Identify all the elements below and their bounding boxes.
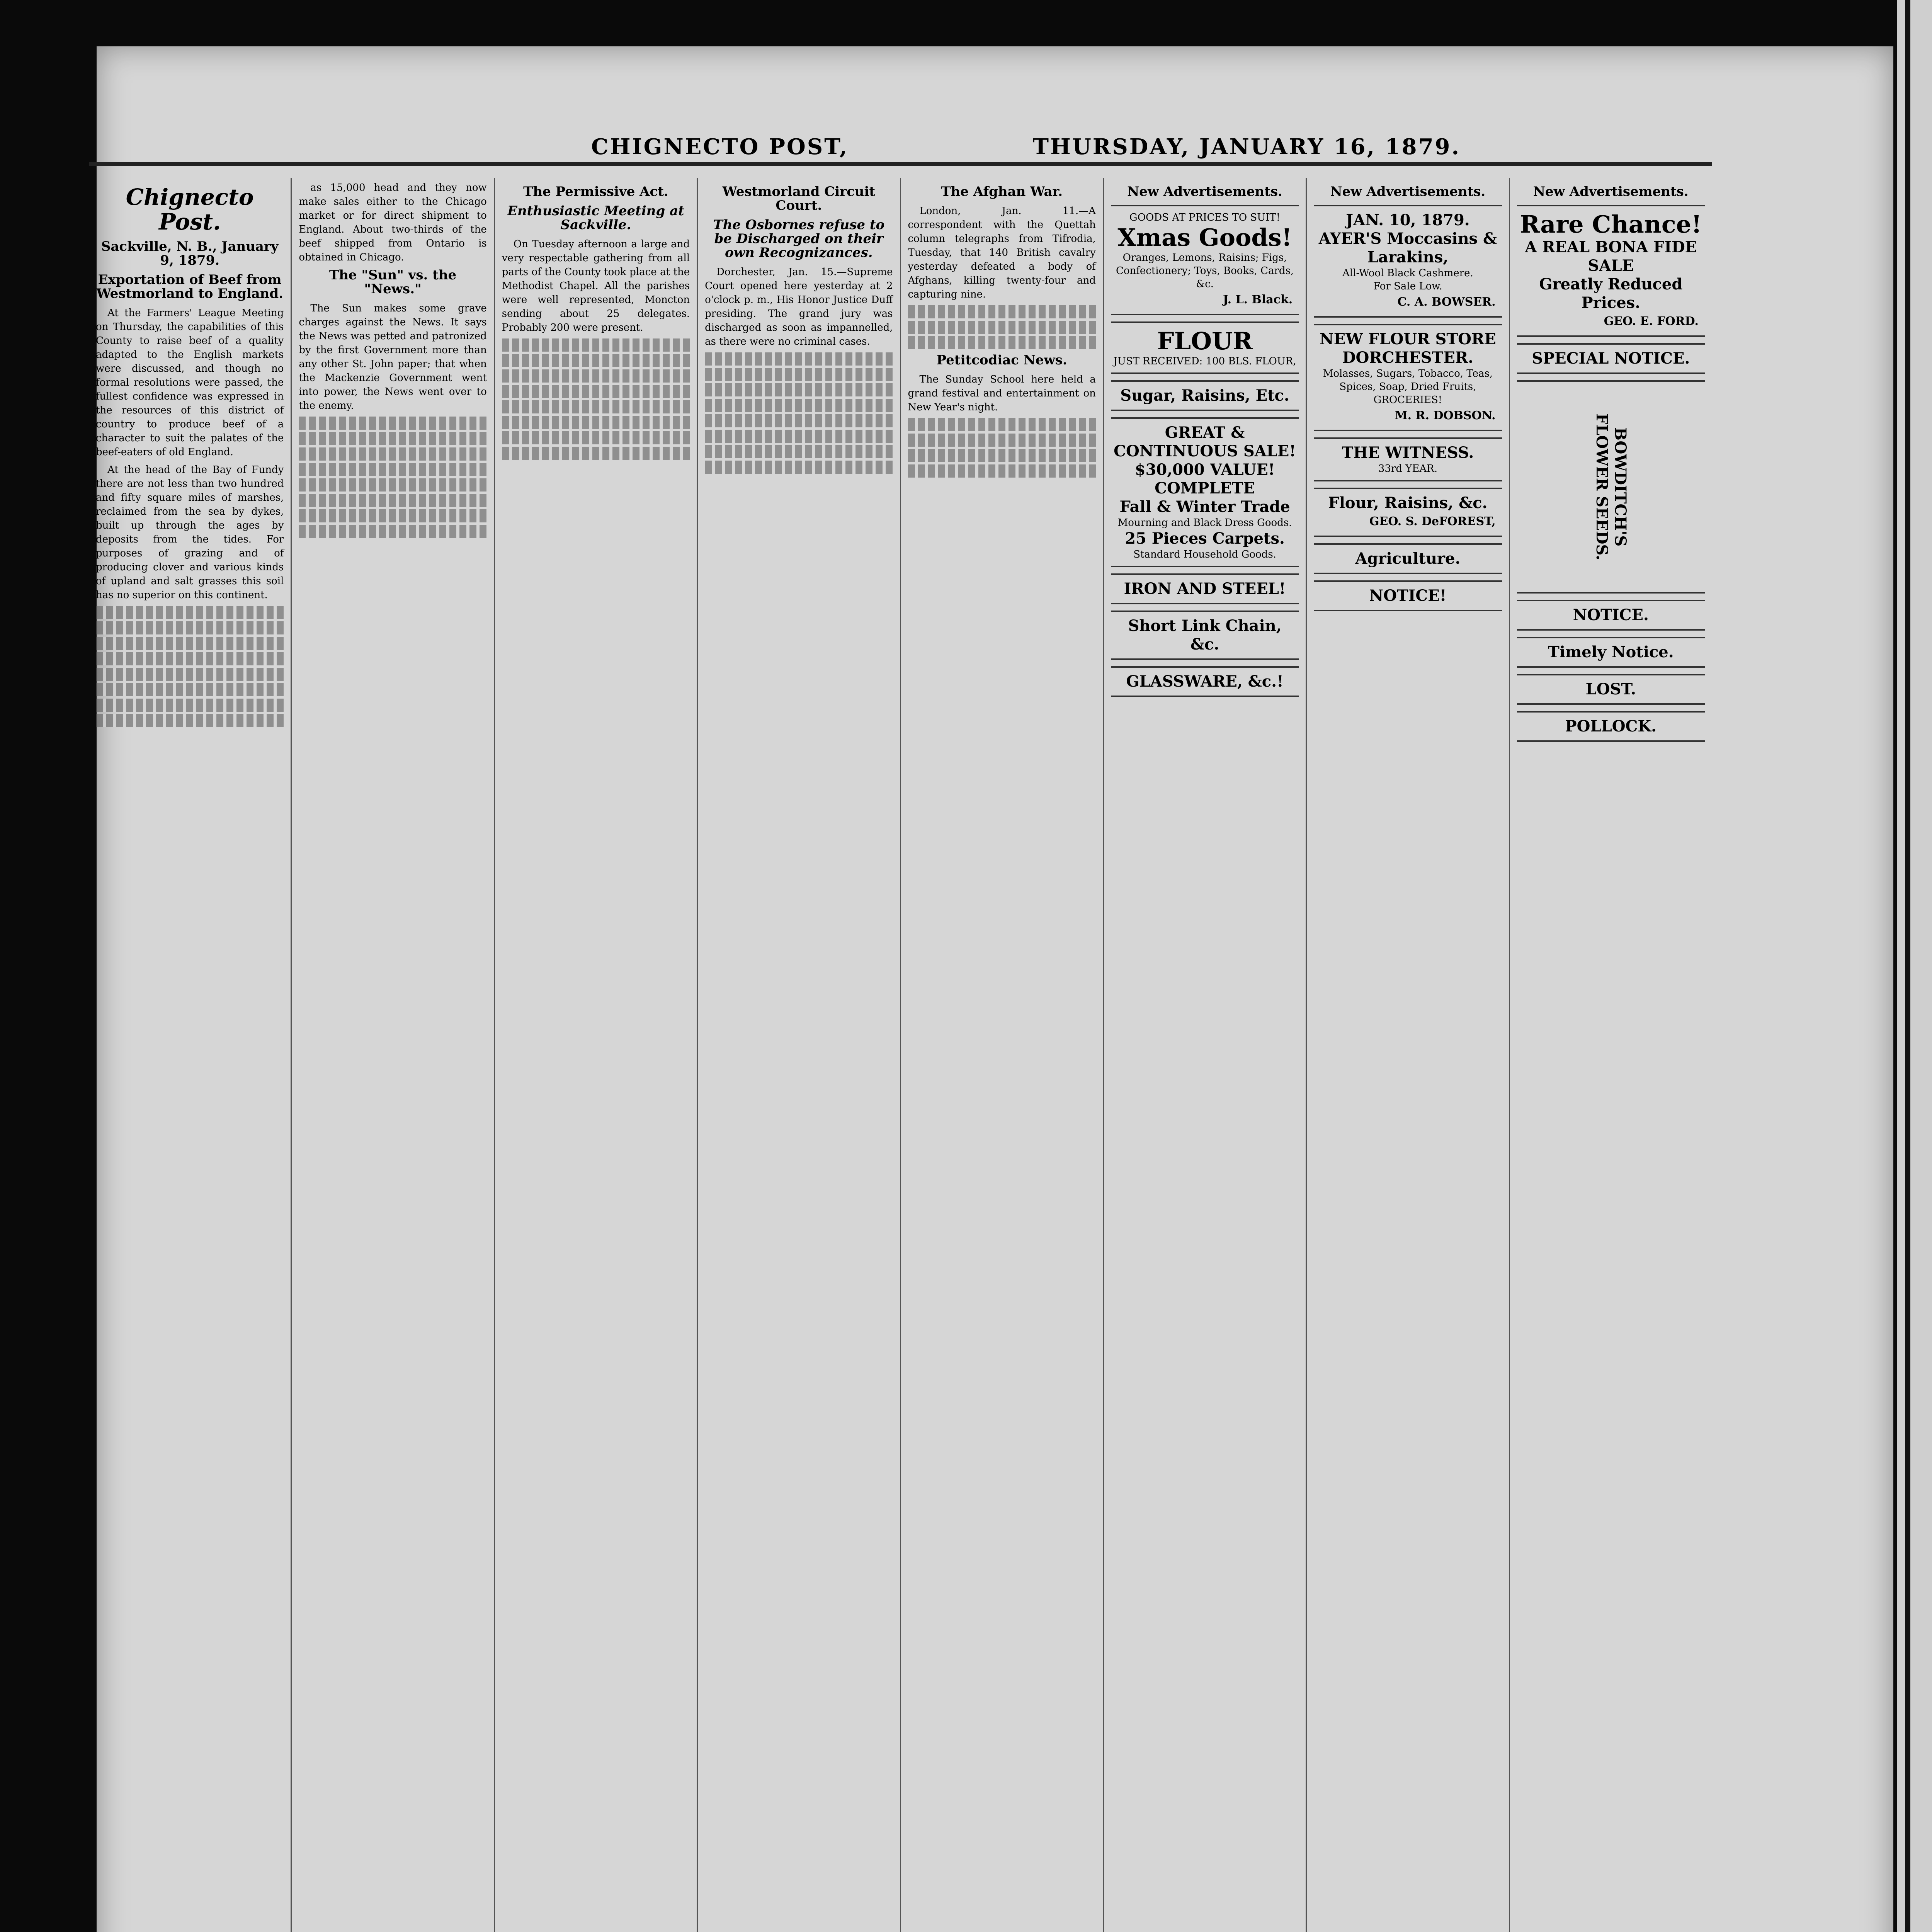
advertisement xyxy=(1517,674,1705,705)
ad-headline: LOST. xyxy=(1585,680,1636,698)
advertiser-name: GEO. S. DeFOREST, xyxy=(1369,515,1496,528)
column-1 xyxy=(89,178,292,1932)
column-subheading: Sackville, N. B., January 9, 1879. xyxy=(101,239,279,268)
masthead xyxy=(89,131,1712,166)
article-paragraph: On Tuesday afternoon a large and very respectable gathering from all parts of the County took place at the Methodist Chapel. All the parishes were well represented, Moncton sending about 25 delegates. Probably 200 were present. xyxy=(502,238,690,333)
ad-headline: Agriculture. xyxy=(1355,549,1461,568)
column-3 xyxy=(495,178,698,1932)
advertisement xyxy=(1111,380,1299,411)
advertisement xyxy=(1517,637,1705,668)
text-block xyxy=(299,509,486,522)
ad-subheadline: DORCHESTER. xyxy=(1342,349,1474,367)
ad-body: Oranges, Lemons, Raisins; Figs, Confectionery; Toys, Books, Cards, &c. xyxy=(1116,252,1294,290)
column-7 xyxy=(1307,178,1510,1932)
column-2 xyxy=(292,178,495,1932)
ad-headline: NEW FLOUR STORE xyxy=(1320,330,1496,348)
advertiser-name: C. A. BOWSER. xyxy=(1397,295,1496,309)
advertisement xyxy=(1111,666,1299,697)
ad-headline: Timely Notice. xyxy=(1548,643,1674,661)
advertisement xyxy=(1517,205,1705,337)
ad-headline: GREAT & CONTINUOUS SALE! xyxy=(1114,423,1296,460)
article-paragraph: At the head of the Bay of Fundy there are not less than two hundred and fifty square miles of marshes, reclaimed from the sea by dykes, built up through the ages by deposits from the tides. For purposes of grazing and of producing clover and various kinds of upland and salt grasses this soil has no superior on this continent. xyxy=(96,464,284,601)
ad-headline: Xmas Goods! xyxy=(1117,223,1292,252)
ad-subheadline: Mourning and Black Dress Goods. xyxy=(1117,517,1292,529)
column-heading: New Advertisements. xyxy=(1330,184,1486,199)
advertisement xyxy=(1111,205,1299,315)
advertisement xyxy=(1111,417,1299,567)
ad-headline: Sugar, Raisins, Etc. xyxy=(1120,386,1289,405)
advertisement xyxy=(1111,611,1299,660)
ad-subheadline: $30,000 VALUE! xyxy=(1134,461,1275,479)
text-block xyxy=(299,447,486,461)
text-block xyxy=(502,400,690,413)
article-paragraph: At the Farmers' League Meeting on Thursday, the capabilities of this County to raise beef of a quality adapted to the English markets were discussed, and though no formal resolutions were passed, the fullest confidence was expressed in the resources of this district of country to produce beef of a character to suit the palates of the beef-eaters of old England. xyxy=(96,307,284,458)
ad-subheadline: 25 Pieces Carpets. xyxy=(1125,529,1285,548)
article-title: The "Sun" vs. the "News." xyxy=(329,267,457,297)
advertisement xyxy=(1111,321,1299,374)
text-block xyxy=(908,336,1096,349)
text-block xyxy=(502,354,690,367)
advertisement xyxy=(1517,600,1705,631)
advertisement xyxy=(1314,580,1502,611)
text-block xyxy=(502,369,690,383)
advertiser-name: J. L. Black. xyxy=(1223,293,1293,306)
column-heading: The Afghan War. xyxy=(941,184,1063,199)
text-block xyxy=(705,414,893,427)
advertisement xyxy=(1314,205,1502,318)
advertiser-name: M. R. DOBSON. xyxy=(1395,409,1496,422)
ad-headline: BOWDITCH'S FLOWER SEEDS. xyxy=(1592,413,1629,560)
ad-body: JUST RECEIVED: 100 BLS. FLOUR, xyxy=(1113,355,1296,367)
ad-headline: GLASSWARE, &c.! xyxy=(1126,672,1284,690)
column-heading: The Permissive Act. xyxy=(523,184,668,199)
text-block xyxy=(299,432,486,445)
text-block xyxy=(908,449,1096,462)
text-block xyxy=(502,431,690,444)
text-block xyxy=(908,434,1096,447)
column-heading: New Advertisements. xyxy=(1127,184,1282,199)
column-4 xyxy=(698,178,901,1932)
article-title: Exportation of Beef from Westmorland to England. xyxy=(96,272,283,301)
text-block xyxy=(502,447,690,460)
ad-headline: POLLOCK. xyxy=(1565,717,1657,735)
ad-headline: THE WITNESS. xyxy=(1342,444,1474,462)
article-paragraph: The Sun makes some grave charges against the News. It says the News was petted and patronized by the first Government more than any other St. John paper; that when the Mackenzie Government went into power, the News went over to the enemy. xyxy=(299,303,487,412)
column-heading: Chignecto Post. xyxy=(126,184,254,235)
advertisement xyxy=(1314,437,1502,481)
ad-headline: Rare Chance! xyxy=(1520,210,1702,238)
ad-subheadline: Fall & Winter Trade xyxy=(1119,498,1290,516)
text-block xyxy=(705,430,893,443)
ad-headline: Flour, Raisins, &c. xyxy=(1328,494,1488,512)
column-heading: New Advertisements. xyxy=(1533,184,1689,199)
article-paragraph: London, Jan. 11.—A correspondent with the Quettah column telegraphs from Tifrodia, Tuesday, that 140 British cavalry yesterday defeated a body of Afghans, killing twenty-four and capturing nine. xyxy=(908,205,1096,300)
columns xyxy=(89,178,1712,1932)
text-block xyxy=(502,385,690,398)
ad-subheadline: Greatly Reduced Prices. xyxy=(1539,275,1683,312)
text-block xyxy=(908,305,1096,318)
text-block xyxy=(908,464,1096,478)
ad-headline: Short Link Chain, &c. xyxy=(1128,617,1282,653)
text-block xyxy=(299,525,486,538)
text-block xyxy=(96,683,284,696)
advertisement xyxy=(1314,324,1502,431)
text-block xyxy=(705,368,893,381)
ad-subheadline: 33rd YEAR. xyxy=(1378,463,1438,474)
ad-headline: NOTICE! xyxy=(1369,587,1447,605)
text-block xyxy=(705,445,893,458)
article-paragraph: The Sunday School here held a grand festival and entertainment on New Year's night. xyxy=(908,374,1096,413)
ad-subheadline: A REAL BONA FIDE SALE xyxy=(1525,238,1697,275)
text-block xyxy=(299,494,486,507)
issue-date: THURSDAY, JANUARY 16, 1879. xyxy=(1032,134,1461,160)
text-block xyxy=(299,463,486,476)
text-block xyxy=(908,321,1096,334)
ad-date: JAN. 10, 1879. xyxy=(1346,211,1470,229)
ad-tagline: GOODS AT PRICES TO SUIT! xyxy=(1129,212,1281,223)
advertisement xyxy=(1517,380,1705,594)
text-block xyxy=(96,714,284,727)
article-title: Petitcodiac News. xyxy=(936,352,1067,368)
advertisement xyxy=(1517,711,1705,742)
text-block xyxy=(705,399,893,412)
page-edge xyxy=(1897,0,1932,1932)
text-block xyxy=(299,417,486,430)
ad-headline: SPECIAL NOTICE. xyxy=(1532,349,1690,367)
article-paragraph: as 15,000 head and they now make sales either to the Chicago market or for direct shipment to England. About two-thirds of the beef shipped from Ontario is obtained in Chicago. xyxy=(299,182,487,263)
text-block xyxy=(96,606,284,619)
column-heading: Westmorland Circuit Court. xyxy=(722,184,876,213)
advertisement xyxy=(1314,543,1502,574)
column-8 xyxy=(1510,178,1712,1932)
advertisement xyxy=(1517,343,1705,374)
ad-subheadline: All-Wool Black Cashmere. xyxy=(1342,267,1473,279)
text-block xyxy=(502,338,690,352)
ad-headline: IRON AND STEEL! xyxy=(1124,580,1286,598)
column-5 xyxy=(901,178,1104,1932)
column-6 xyxy=(1104,178,1307,1932)
edge-strip xyxy=(1905,0,1910,1932)
ad-headline: NOTICE. xyxy=(1573,606,1649,624)
text-block xyxy=(299,478,486,492)
text-block xyxy=(908,418,1096,431)
ad-headline: FLOUR xyxy=(1157,327,1253,355)
advertiser-name: GEO. E. FORD. xyxy=(1604,315,1699,328)
text-block xyxy=(96,637,284,650)
text-block xyxy=(705,352,893,366)
ad-subheadline: COMPLETE xyxy=(1155,479,1255,497)
ad-headline: AYER'S Moccasins & Larakins, xyxy=(1318,230,1497,266)
ad-tagline: For Sale Low. xyxy=(1373,281,1442,292)
column-subheading: Enthusiastic Meeting at Sackville. xyxy=(507,203,684,233)
paper-title: CHIGNECTO POST, xyxy=(591,134,849,160)
text-block xyxy=(705,461,893,474)
text-block xyxy=(96,652,284,665)
text-block xyxy=(705,383,893,396)
article-paragraph: Dorchester, Jan. 15.—Supreme Court opened here yesterday at 2 o'clock p. m., His Honor Justice Duff presiding. The grand jury was discharged as soon as impannelled, as there were no criminal cases. xyxy=(705,266,893,347)
column-subheading: The Osbornes refuse to be Discharged on their own Recognizances. xyxy=(713,217,885,260)
text-block xyxy=(502,416,690,429)
advertisement xyxy=(1111,573,1299,604)
ad-body: Molasses, Sugars, Tobacco, Teas, Spices, Soap, Dried Fruits, GROCERIES! xyxy=(1323,368,1493,406)
advertisement xyxy=(1314,488,1502,537)
ad-subheadline: Standard Household Goods. xyxy=(1133,549,1276,560)
text-block xyxy=(96,699,284,712)
text-block xyxy=(96,621,284,634)
text-block xyxy=(96,668,284,681)
